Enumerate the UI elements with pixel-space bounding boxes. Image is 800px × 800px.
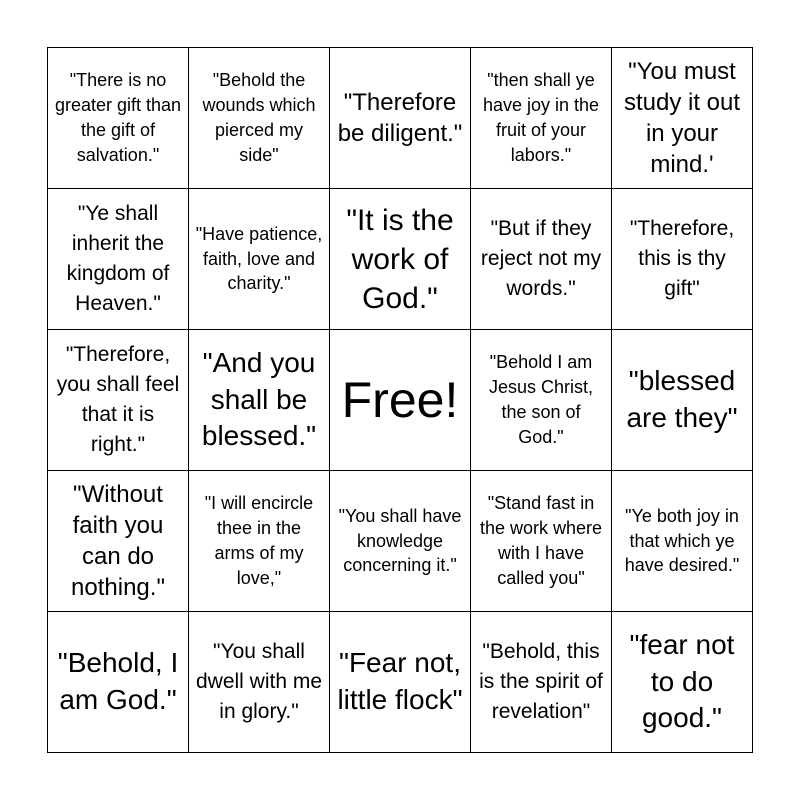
cell-text: "Behold, I am God." xyxy=(57,647,179,715)
bingo-board xyxy=(47,47,753,753)
bingo-cell[interactable] xyxy=(189,189,330,330)
bingo-cell[interactable] xyxy=(471,189,612,330)
cell-text: "Therefore, you shall feel that it is right." xyxy=(56,342,180,457)
cell-text: "blessed are they" xyxy=(626,365,738,433)
bingo-cell[interactable] xyxy=(189,330,330,471)
cell-text: "Behold, this is the spirit of revelation" xyxy=(479,639,603,724)
bingo-cell[interactable] xyxy=(48,471,189,612)
bingo-cell[interactable] xyxy=(330,48,471,189)
bingo-cell[interactable] xyxy=(48,189,189,330)
cell-text: "Behold I am Jesus Christ, the son of God." xyxy=(488,352,594,447)
bingo-cell[interactable] xyxy=(189,471,330,612)
cell-text: "Therefore be diligent." xyxy=(337,88,463,147)
cell-text: "Ye shall inherit the kingdom of Heaven." xyxy=(66,201,170,316)
cell-text: "You must study it out in your mind.' xyxy=(623,57,741,179)
cell-text: "fear not to do good." xyxy=(629,628,735,734)
cell-text: "Behold the wounds which pierced my side" xyxy=(202,70,316,165)
bingo-cell[interactable] xyxy=(471,48,612,189)
cell-text: "Without faith you can do nothing." xyxy=(71,480,165,602)
cell-text: "Ye both joy in that which ye have desired." xyxy=(624,505,740,576)
free-space[interactable] xyxy=(330,330,471,471)
bingo-cell[interactable] xyxy=(471,330,612,471)
bingo-cell[interactable] xyxy=(189,48,330,189)
cell-text: "Stand fast in the work where with I have called you" xyxy=(479,493,603,588)
cell-text: "then shall ye have joy in the fruit of your labors." xyxy=(482,70,600,165)
cell-text: "It is the work of God." xyxy=(346,203,454,315)
cell-text: "You shall have knowledge concerning it." xyxy=(338,505,462,576)
bingo-cell[interactable] xyxy=(48,612,189,753)
cell-text: "Have patience, faith, love and charity." xyxy=(195,223,323,294)
bingo-cell[interactable] xyxy=(330,189,471,330)
bingo-cell[interactable] xyxy=(48,48,189,189)
bingo-cell[interactable] xyxy=(471,612,612,753)
bingo-cell[interactable] xyxy=(612,330,753,471)
cell-text: "You shall dwell with me in glory." xyxy=(195,639,323,724)
bingo-cell[interactable] xyxy=(330,471,471,612)
bingo-cell[interactable] xyxy=(612,189,753,330)
cell-text: "But if they reject not my words." xyxy=(480,216,602,301)
bingo-cell[interactable] xyxy=(471,471,612,612)
free-space-text: Free! xyxy=(341,371,459,428)
cell-text: "Therefore, this is thy gift" xyxy=(629,216,735,301)
bingo-cell[interactable] xyxy=(330,612,471,753)
cell-text: "I will encircle thee in the arms of my love," xyxy=(204,493,314,588)
cell-text: "Fear not, little flock" xyxy=(337,647,463,715)
bingo-cell[interactable] xyxy=(612,48,753,189)
bingo-cell[interactable] xyxy=(612,471,753,612)
bingo-cell[interactable] xyxy=(48,330,189,471)
bingo-cell[interactable] xyxy=(612,612,753,753)
bingo-cell[interactable] xyxy=(189,612,330,753)
cell-text: "There is no greater gift than the gift of salvation." xyxy=(54,70,182,165)
cell-text: "And you shall be blessed." xyxy=(201,346,317,452)
